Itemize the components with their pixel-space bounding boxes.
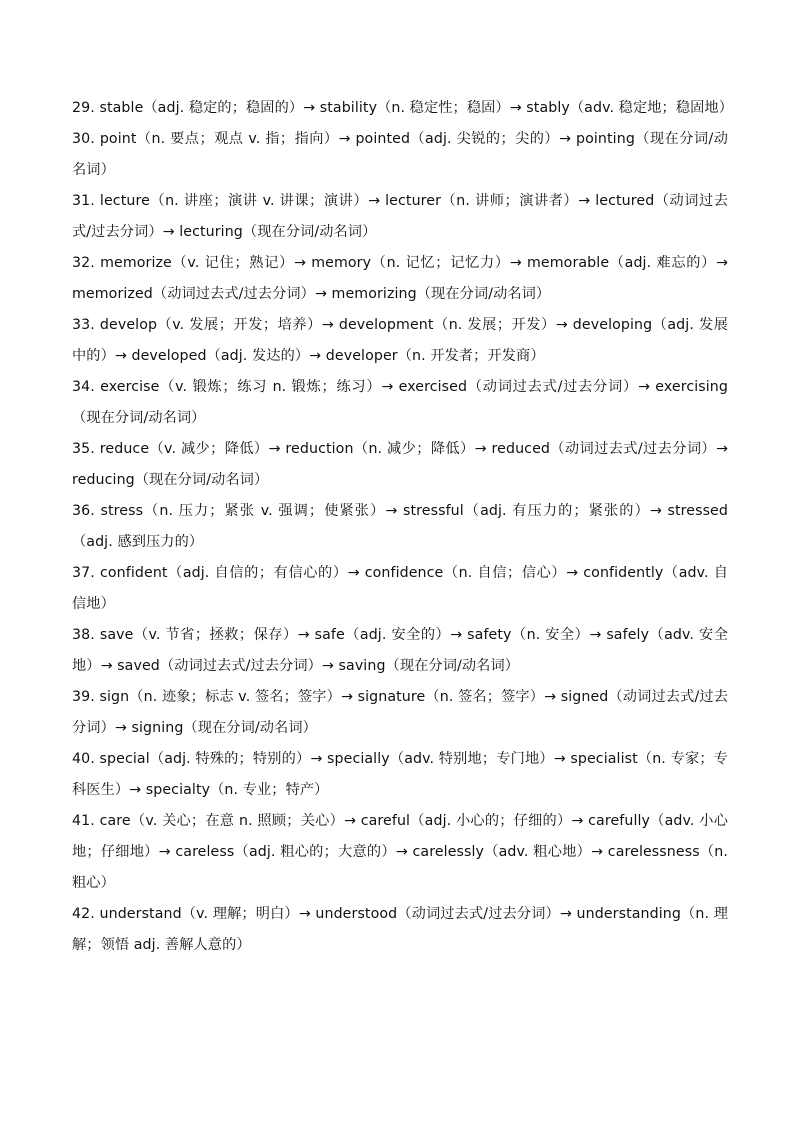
- entry-34-exercise: 34. exercise（v. 锻炼；练习 n. 锻炼；练习）→ exercised（动词过去式/过去分词）→ exercising（现在分词/动名词）: [72, 379, 728, 426]
- entry-40-special: 40. special（adj. 特殊的；特别的）→ specially（adv. 特别地；专门地）→ specialist（n. 专家；专科医生）→ specialty（n. 专业；特产）: [72, 751, 728, 798]
- entry-38-save: 38. save（v. 节省；拯救；保存）→ safe（adj. 安全的）→ safety（n. 安全）→ safely（adv. 安全地）→ saved（动词过去式/过去分词）→ saving（现在分词/动名词）: [72, 627, 728, 674]
- word-family-list: [72, 93, 733, 961]
- entry-33-develop: 33. develop（v. 发展；开发；培养）→ development（n. 发展；开发）→ developing（adj. 发展中的）→ developed（adj. 发达的）→ developer（n. 开发者；开发商）: [72, 317, 728, 364]
- entry-30-point: 30. point（n. 要点；观点 v. 指；指向）→ pointed（adj. 尖锐的；尖的）→ pointing（现在分词/动名词）: [72, 131, 728, 178]
- entry-29-stable: 29. stable（adj. 稳定的；稳固的）→ stability（n. 稳定性；稳固）→ stably（adv. 稳定地；稳固地）: [72, 100, 733, 116]
- entry-41-care: 41. care（v. 关心；在意 n. 照顾；关心）→ careful（adj. 小心的；仔细的）→ carefully（adv. 小心地；仔细地）→ careless（adj. 粗心的；大意的）→ carelessly（adv. 粗心地）→ carelessness（n. 粗心）: [72, 813, 728, 891]
- entry-32-memorize: 32. memorize（v. 记住；熟记）→ memory（n. 记忆；记忆力）→ memorable（adj. 难忘的）→ memorized（动词过去式/过去分词）→ memorizing（现在分词/动名词）: [72, 255, 728, 302]
- entry-42-understand: 42. understand（v. 理解；明白）→ understood（动词过去式/过去分词）→ understanding（n. 理解；领悟 adj. 善解人意的）: [72, 906, 728, 953]
- entry-35-reduce: 35. reduce（v. 减少；降低）→ reduction（n. 减少；降低）→ reduced（动词过去式/过去分词）→ reducing（现在分词/动名词）: [72, 441, 728, 488]
- entry-31-lecture: 31. lecture（n. 讲座；演讲 v. 讲课；演讲）→ lecturer（n. 讲师；演讲者）→ lectured（动词过去式/过去分词）→ lecturing（现在分词/动名词）: [72, 193, 728, 240]
- entry-36-stress: 36. stress（n. 压力；紧张 v. 强调；使紧张）→ stressful（adj. 有压力的；紧张的）→ stressed（adj. 感到压力的）: [72, 503, 728, 550]
- entry-37-confident: 37. confident（adj. 自信的；有信心的）→ confidence（n. 自信；信心）→ confidently（adv. 自信地）: [72, 565, 728, 612]
- entry-39-sign: 39. sign（n. 迹象；标志 v. 签名；签字）→ signature（n. 签名；签字）→ signed（动词过去式/过去分词）→ signing（现在分词/动名词）: [72, 689, 728, 736]
